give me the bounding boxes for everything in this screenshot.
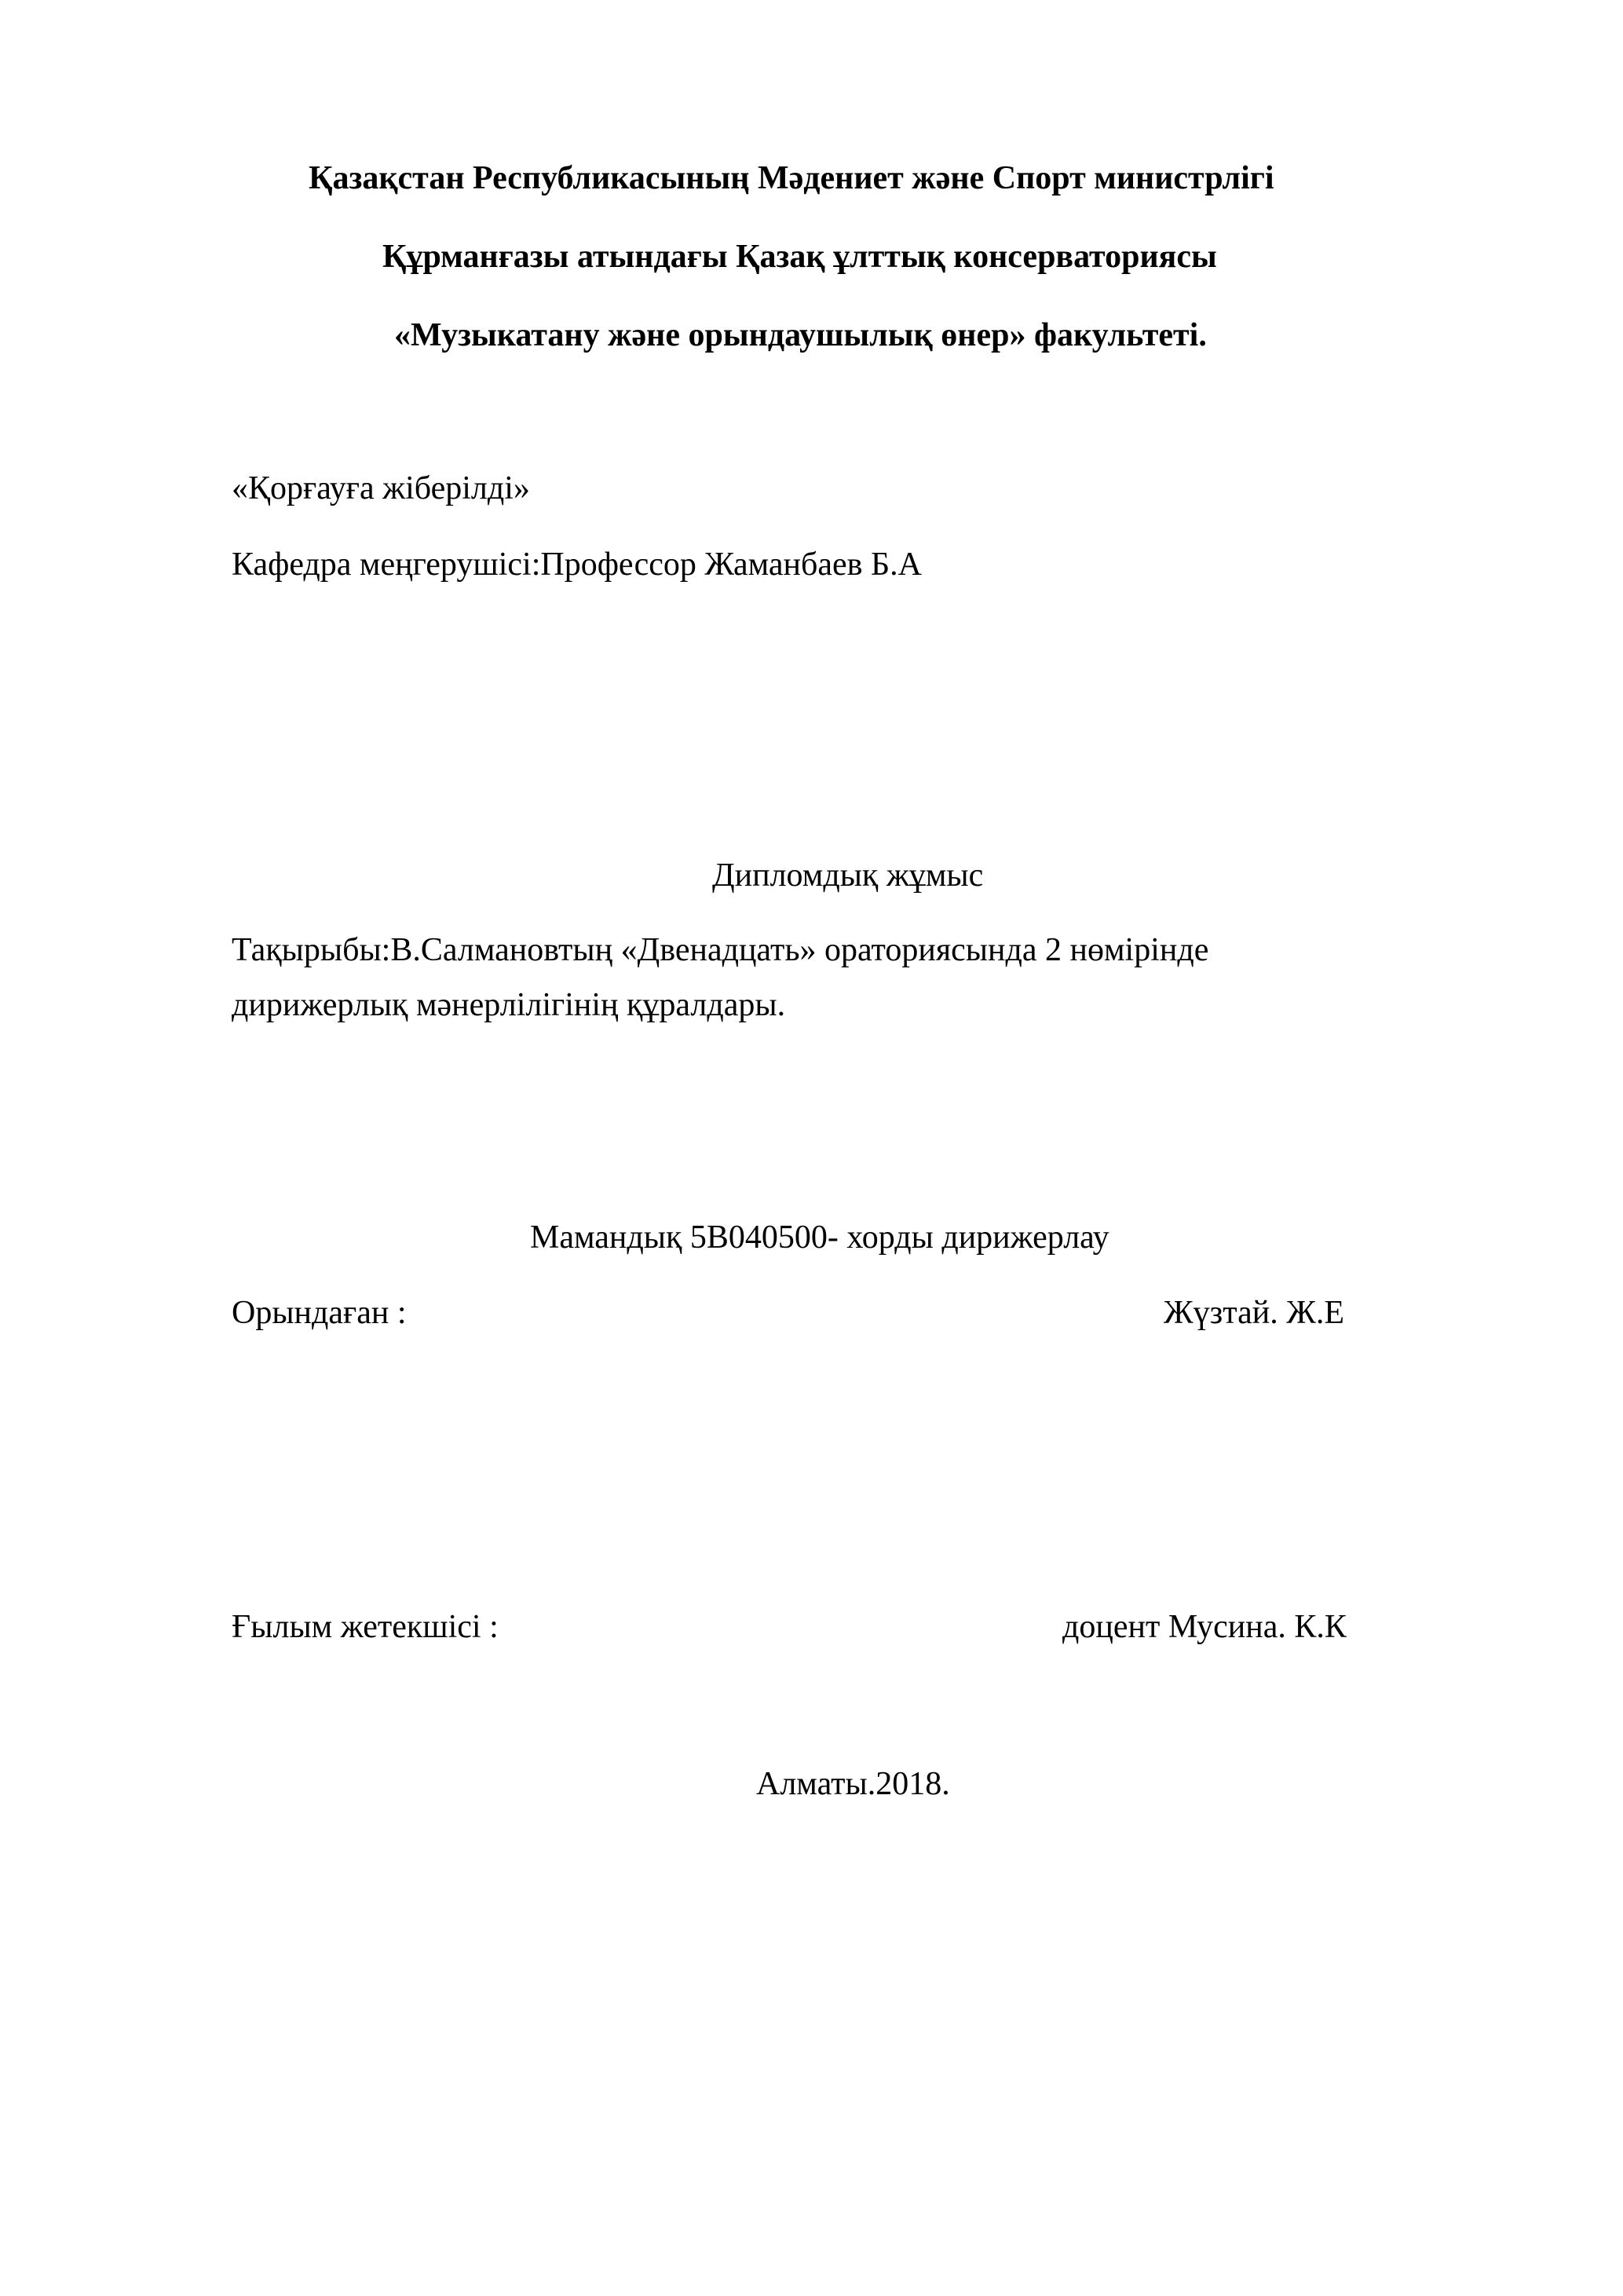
faculty-heading: «Музыкатану және орындаушылық өнер» факультеті. xyxy=(394,317,1207,353)
admitted-to-defense: «Қорғауға жіберілді» xyxy=(232,470,530,506)
specialty: Мамандық 5В040500- хорды дирижерлау xyxy=(530,1219,1109,1256)
topic-line-2: дирижерлық мәнерлілігінің құралдары. xyxy=(232,987,786,1023)
supervisor-label: Ғылым жетекшісі : xyxy=(232,1609,499,1645)
head-of-department: Кафедра меңгерушісі:Профессор Жаманбаев Б.А xyxy=(232,547,922,583)
city-year: Алматы.2018. xyxy=(756,1766,950,1802)
performer-name: Жүзтай. Ж.Е xyxy=(1164,1295,1344,1331)
work-type: Дипломдық жұмыс xyxy=(712,857,984,894)
conservatory-heading: Құрманғазы атындағы Қазақ ұлттық консерваториясы xyxy=(382,239,1217,275)
performer-label: Орындаған : xyxy=(232,1295,407,1331)
topic-line-1: Тақырыбы:В.Салмановтың «Двенадцать» ораториясында 2 нөмірінде xyxy=(232,932,1209,968)
supervisor-name: доцент Мусина. К.К xyxy=(1062,1609,1347,1645)
ministry-heading: Қазақстан Республикасының Мәдениет және Спорт министрлігі xyxy=(309,160,1274,196)
